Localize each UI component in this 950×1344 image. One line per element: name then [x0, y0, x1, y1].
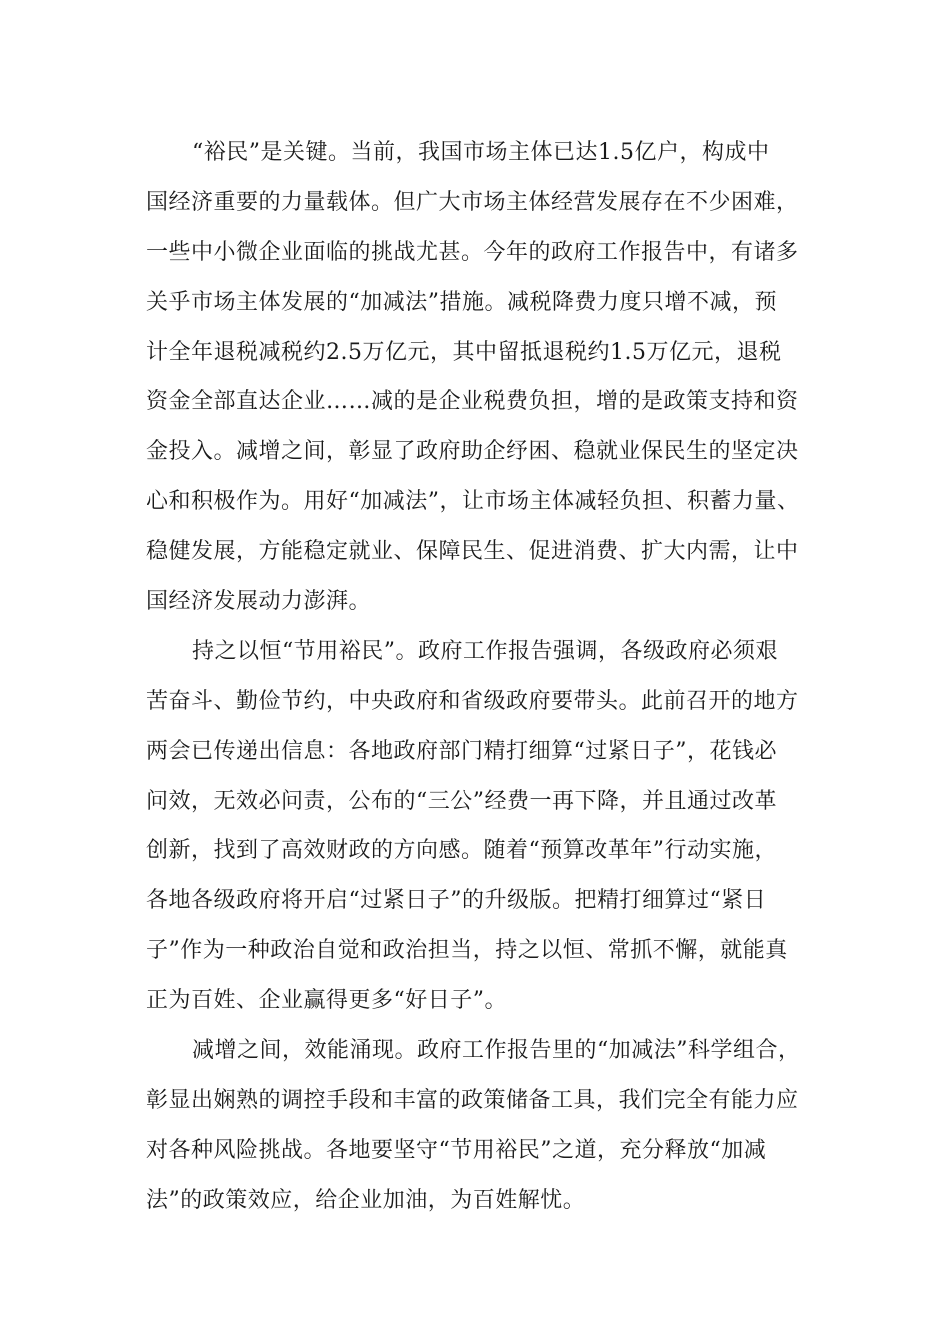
paragraph-3 [146, 1026, 826, 1226]
paragraph-2 [146, 627, 826, 1026]
paragraph-line: 创新，找到了高效财政的方向感。随着“预算改革年”行动实施， [146, 838, 777, 864]
paragraph-line: 彰显出娴熟的调控手段和丰富的政策储备工具，我们完全有能力应 [146, 1087, 799, 1113]
paragraph-line: 关乎市场主体发展的“加减法”措施。减税降费力度只增不减，预 [146, 289, 777, 315]
paragraph-line: 对各种风险挑战。各地要坚守“节用裕民”之道，充分释放“加减 [146, 1137, 767, 1163]
paragraph-line: 各地各级政府将开启“过紧日子”的升级版。把精打细算过“紧日 [146, 888, 767, 914]
paragraph-line: 计全年退税减税约2.5万亿元，其中留抵退税约1.5万亿元，退税 [146, 339, 782, 365]
paragraph-line: 心和积极作为。用好“加减法”，让市场主体减轻负担、积蓄力量、 [146, 489, 800, 515]
document-body [146, 128, 826, 1226]
paragraph-line: 法”的政策效应，给企业加油，为百姓解忧。 [146, 1187, 586, 1213]
paragraph-line: 问效，无效必问责，公布的“三公”经费一再下降，并且通过改革 [146, 788, 777, 814]
paragraph-line: 国经济重要的力量载体。但广大市场主体经营发展存在不少困难， [146, 189, 799, 215]
paragraph-1 [146, 128, 826, 627]
paragraph-line: 金投入。减增之间，彰显了政府助企纾困、稳就业保民生的坚定决 [146, 439, 799, 465]
paragraph-line: 稳健发展，方能稳定就业、保障民生、促进消费、扩大内需，让中 [146, 539, 799, 565]
paragraph-line: 苦奋斗、勤俭节约，中央政府和省级政府要带头。此前召开的地方 [146, 688, 799, 714]
paragraph-line: 两会已传递出信息：各地政府部门精打细算“过紧日子”，花钱必 [146, 738, 777, 764]
paragraph-line: 正为百姓、企业赢得更多“好日子”。 [146, 988, 507, 1014]
paragraph-line: 一些中小微企业面临的挑战尤甚。今年的政府工作报告中，有诸多 [146, 239, 799, 265]
paragraph-line: 资金全部直达企业……减的是企业税费负担，增的是政策支持和资 [146, 389, 799, 415]
paragraph-line: 持之以恒“节用裕民”。政府工作报告强调，各级政府必须艰 [192, 638, 778, 664]
paragraph-line: “裕民”是关键。当前，我国市场主体已达1.5亿户，构成中 [192, 140, 770, 165]
paragraph-line: 国经济发展动力澎湃。 [146, 589, 372, 615]
paragraph-line: 子”作为一种政治自觉和政治担当，持之以恒、常抓不懈，就能真 [146, 938, 788, 964]
paragraph-line: 减增之间，效能涌现。政府工作报告里的“加减法”科学组合， [192, 1038, 801, 1064]
